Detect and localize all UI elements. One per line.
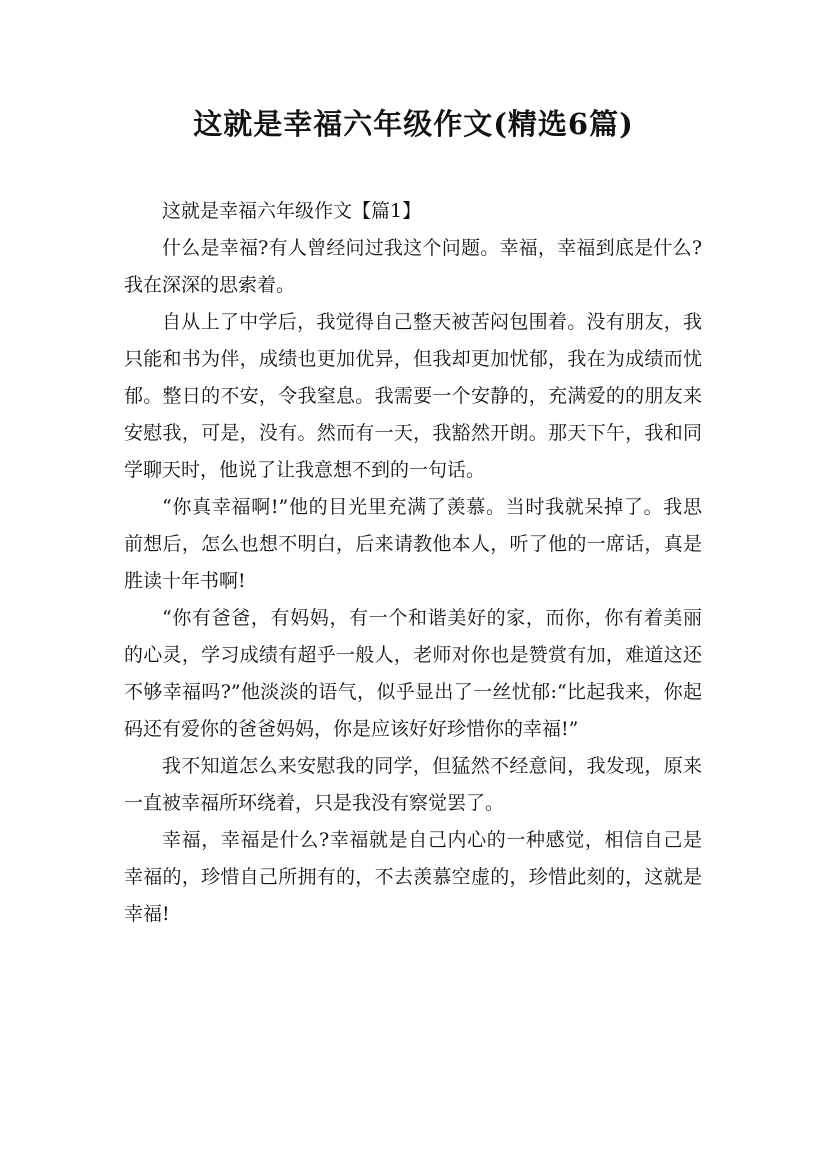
paragraph: “你有爸爸，有妈妈，有一个和谐美好的家，而你，你有着美丽的心灵，学习成绩有超乎一般人，老师对你也是赞赏有加，难道这还不够幸福吗?”他淡淡的语气，似乎显出了一丝忧郁:“比起我来，你起码还有爱你的爸爸妈妈，你是应该好好珍惜你的幸福!” [124, 607, 702, 740]
paragraph: “你真幸福啊!”他的目光里充满了羡慕。当时我就呆掉了。我思前想后，怎么也想不明白，后来请教他本人，听了他的一席话，真是胜读十年书啊! [124, 496, 702, 592]
paragraph: 什么是幸福?有人曾经问过我这个问题。幸福，幸福到底是什么?我在深深的思索着。 [124, 237, 702, 296]
paragraph: 幸福，幸福是什么?幸福就是自己内心的一种感觉，相信自己是幸福的，珍惜自己所拥有的，不去羡慕空虚的，珍惜此刻的，这就是幸福! [124, 829, 702, 925]
section-heading: 这就是幸福六年级作文【篇1】 [162, 200, 422, 222]
document-body [124, 193, 702, 933]
document-title: 这就是幸福六年级作文(精选6篇) [193, 107, 634, 141]
paragraph: 我不知道怎么来安慰我的同学，但猛然不经意间，我发现，原来一直被幸福所环绕着，只是我没有察觉罢了。 [124, 755, 702, 814]
paragraph: 自从上了中学后，我觉得自己整天被苦闷包围着。没有朋友，我只能和书为伴，成绩也更加优异，但我却更加忧郁，我在为成绩而忧郁。整日的不安，令我窒息。我需要一个安静的，充满爱的的朋友来安慰我，可是，没有。然而有一天，我豁然开朗。那天下午，我和同学聊天时，他说了让我意想不到的一句话。 [124, 311, 702, 481]
